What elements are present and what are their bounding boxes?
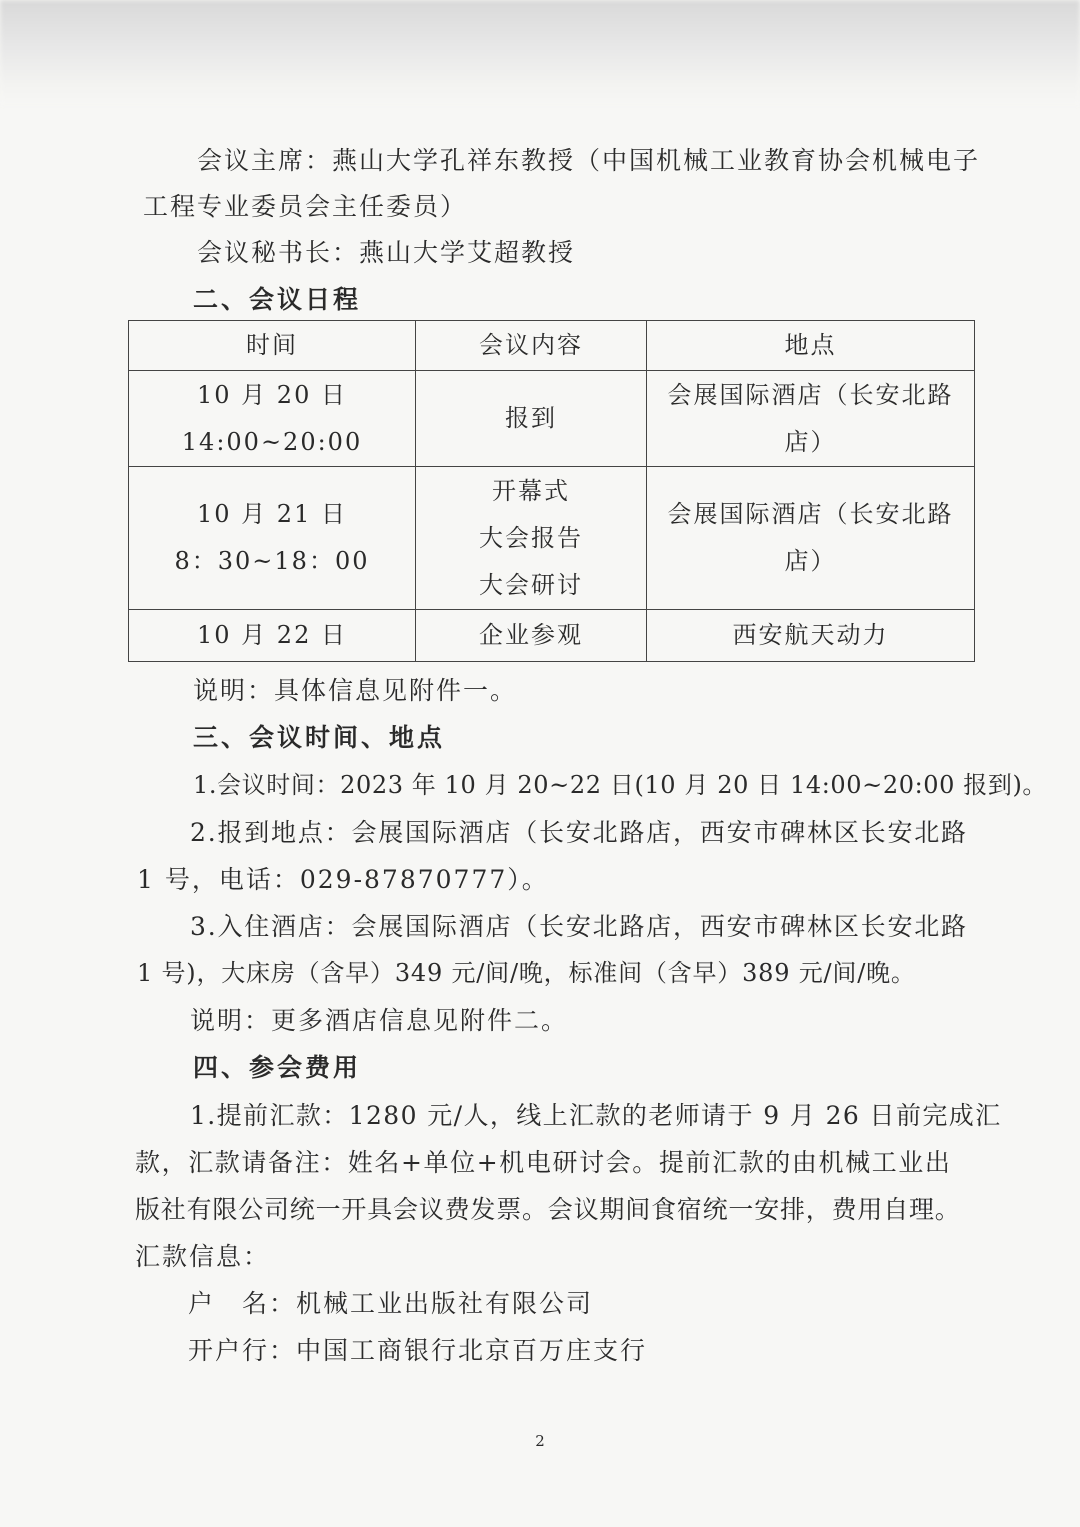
table-header-row <box>129 321 975 371</box>
row-1-place-line-2: 店） <box>784 427 837 456</box>
account-name: 户 名：机械工业出版社有限公司 <box>188 1289 594 1318</box>
row-2-content-line-3: 大会研讨 <box>479 570 583 599</box>
item-3-3-line-1: 3.入住酒店：会展国际酒店（长安北路店，西安市碑林区长安北路 <box>190 912 968 941</box>
bank-name: 开户行：中国工商银行北京百万庄支行 <box>188 1336 648 1365</box>
item-3-2-line-1: 2.报到地点：会展国际酒店（长安北路店，西安市碑林区长安北路 <box>190 818 968 847</box>
page-number: 2 <box>535 1432 545 1450</box>
secretary-line: 会议秘书长：燕山大学艾超教授 <box>197 238 576 267</box>
item-3-2-line-2: 1 号，电话：029-87870777）。 <box>137 865 549 894</box>
row-1-time <box>129 371 416 467</box>
table-row <box>129 610 975 662</box>
item-4-1-line-4: 汇款信息： <box>135 1242 271 1271</box>
table-row <box>129 371 975 467</box>
row-1-place-line-1: 会展国际酒店（长安北路 <box>667 380 954 409</box>
row-2-time <box>129 467 416 610</box>
section-3-title: 三、会议时间、地点 <box>193 723 446 752</box>
row-2-place-line-2: 店） <box>784 547 837 575</box>
row-2-content <box>416 467 647 610</box>
schedule-table <box>128 320 975 662</box>
row-1-content-line-1: 报到 <box>505 404 557 432</box>
header-time: 时间 <box>129 321 416 371</box>
row-3-place-line-1: 西安航天动力 <box>732 621 889 649</box>
row-1-place <box>647 371 975 467</box>
note-2: 说明：更多酒店信息见附件二。 <box>190 1006 569 1035</box>
row-3-content <box>416 610 647 662</box>
item-3-3-line-2: 1 号)，大床房（含早）349 元/间/晚，标准间（含早）389 元/间/晚。 <box>137 959 916 987</box>
item-3-1: 1.会议时间：2023 年 10 月 20~22 日(10 月 20 日 14:00~20:00 报到)。 <box>193 771 1048 799</box>
row-3-place <box>647 610 975 662</box>
item-4-1-line-2: 款，汇款请备注：姓名+单位+机电研讨会。提前汇款的由机械工业出 <box>135 1148 952 1177</box>
chair-line-2: 工程专业委员会主任委员） <box>143 192 468 221</box>
row-1-content <box>416 371 647 467</box>
row-3-content-line-1: 企业参观 <box>479 621 583 649</box>
item-4-1-line-3: 版社有限公司统一开具会议费发票。会议期间食宿统一安排，费用自理。 <box>135 1195 961 1224</box>
row-2-time-line-1: 10 月 21 日 <box>197 500 347 528</box>
section-2-title: 二、会议日程 <box>193 285 362 314</box>
row-3-time-line-1: 10 月 22 日 <box>197 621 347 649</box>
header-content: 会议内容 <box>416 321 647 371</box>
scanned-top-edge <box>0 0 1080 105</box>
row-2-place <box>647 467 975 610</box>
row-2-content-line-2: 大会报告 <box>479 523 583 552</box>
note-1: 说明：具体信息见附件一。 <box>193 676 518 705</box>
row-2-content-line-1: 开幕式 <box>492 476 570 505</box>
item-4-1-line-1: 1.提前汇款：1280 元/人，线上汇款的老师请于 9 月 26 日前完成汇 <box>190 1101 1002 1130</box>
header-place: 地点 <box>647 321 975 371</box>
table-row <box>129 467 975 610</box>
chair-line-1: 会议主席：燕山大学孔祥东教授（中国机械工业教育协会机械电子 <box>197 146 981 175</box>
row-2-time-line-2: 8：30~18：00 <box>174 547 370 575</box>
row-3-time <box>129 610 416 662</box>
row-2-place-line-1: 会展国际酒店（长安北路 <box>667 500 954 528</box>
section-4-title: 四、参会费用 <box>193 1053 362 1082</box>
row-1-time-line-1: 10 月 20 日 14:00~20:00 <box>181 380 363 456</box>
